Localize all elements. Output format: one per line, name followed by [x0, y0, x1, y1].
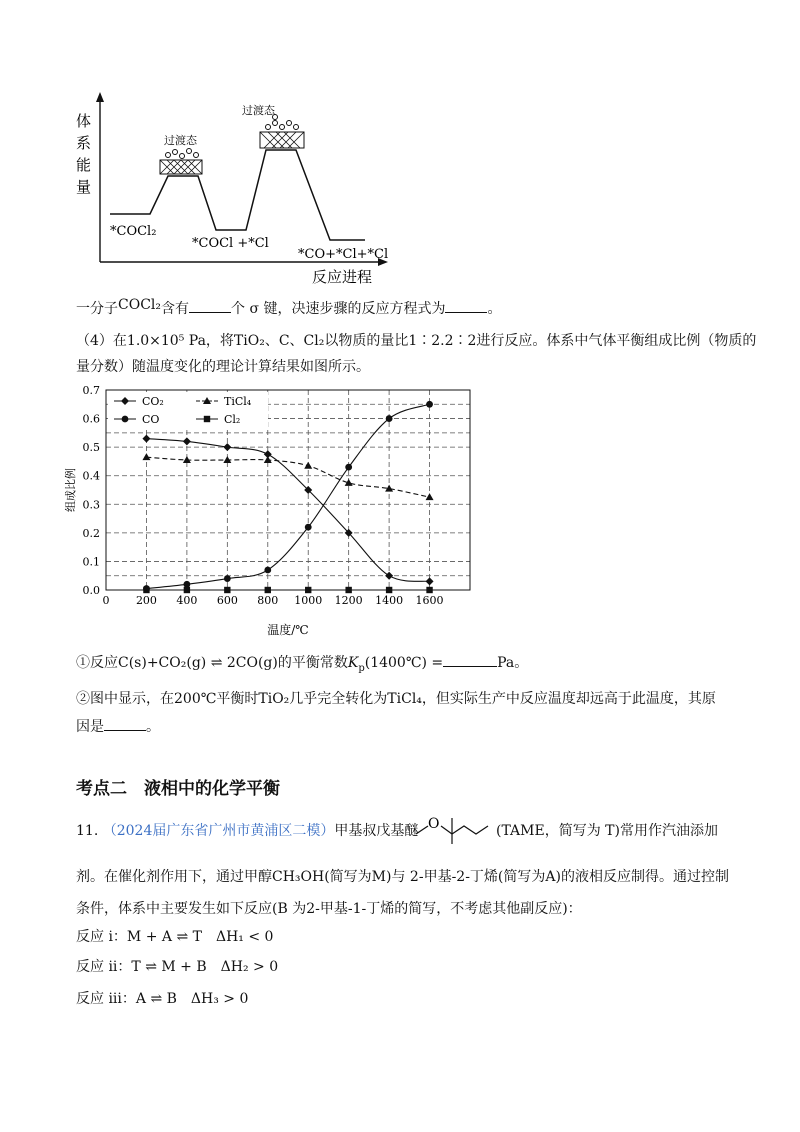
data-point-co — [183, 581, 190, 588]
q3-text-3: 个 σ 键，决速步骤的反应方程式为 — [231, 301, 446, 317]
data-point-cl — [305, 587, 311, 593]
energy-y-label-3: 能 — [76, 156, 92, 174]
reaction-3: 反应 iii：A ⇌ B ΔH₃ > 0 — [76, 991, 249, 1007]
data-point-co — [305, 524, 312, 531]
q3-blank-2[interactable] — [445, 298, 487, 313]
legend-marker-cl — [204, 416, 210, 422]
x-tick-label: 1400 — [375, 594, 404, 607]
q4-sub1-text-e: Pa。 — [497, 655, 529, 671]
x-tick-label: 0 — [102, 594, 110, 607]
legend-marker-co — [122, 416, 129, 423]
legend-label-ticl: TiCl₄ — [224, 395, 252, 408]
legend-label-co: CO₂ — [142, 395, 164, 408]
data-point-cl — [224, 587, 230, 593]
y-tick-label: 0.5 — [82, 441, 100, 455]
transition-state-2-icon — [260, 115, 304, 149]
energy-y-label-1: 体 — [76, 112, 92, 130]
data-point-co — [183, 437, 191, 445]
data-point-ticl — [142, 453, 150, 460]
data-point-co — [385, 572, 393, 580]
data-point-ticl — [264, 456, 272, 463]
data-point-ticl — [304, 462, 312, 469]
x-tick-label: 1600 — [415, 594, 444, 607]
section-title: 考点二 液相中的化学平衡 — [76, 779, 280, 799]
data-point-cl — [386, 587, 392, 593]
series-ticl — [142, 453, 433, 500]
composition-chart — [60, 378, 490, 640]
data-point-co — [264, 567, 271, 574]
data-point-cl — [345, 587, 351, 593]
data-point-co — [223, 443, 231, 451]
q11-number: 11. — [76, 823, 99, 839]
data-point-co — [224, 575, 231, 582]
level-2-label: *COCl +*Cl — [192, 236, 269, 251]
data-point-co — [345, 464, 352, 471]
data-point-ticl — [426, 493, 434, 500]
x-tick-label: 800 — [257, 594, 279, 607]
kp-answer-blank[interactable] — [443, 652, 497, 667]
tame-structure-icon — [412, 808, 494, 846]
q4-sub-2-line-2 — [76, 716, 160, 738]
q4-sub-1 — [76, 652, 528, 680]
kp-subscript: p — [358, 662, 365, 674]
data-point-cl — [184, 587, 190, 593]
chart-x-label: 温度/℃ — [267, 623, 309, 637]
legend-label-co: CO — [142, 413, 160, 426]
series-line-co — [146, 404, 429, 588]
q4-sub2-text-c: 。 — [146, 719, 160, 735]
y-tick-label: 0.1 — [82, 555, 100, 569]
data-point-co — [142, 435, 150, 443]
data-point-co — [426, 577, 434, 585]
energy-y-label-2: 系 — [76, 134, 92, 152]
q3-formula: COCl₂ — [118, 297, 161, 313]
q11-line-1 — [76, 820, 418, 842]
data-point-co — [386, 415, 393, 422]
data-point-co — [426, 401, 433, 408]
q4-line-1: （4）在1.0×10⁵ Pa，将TiO₂、C、Cl₂以物质的量比1∶2.2∶2进行反应。体系中气体平衡组成比例（物质的 — [76, 333, 757, 349]
energy-y-arrow — [96, 92, 104, 102]
q4-sub2-text-b: 因是 — [76, 719, 104, 735]
q11-intro: 甲基叔戊基醚 — [334, 823, 419, 839]
series-co — [142, 435, 433, 586]
y-tick-label: 0.0 — [82, 584, 100, 597]
y-tick-label: 0.4 — [82, 469, 100, 483]
q4-sub1-text-a: ①反应C(s)+CO₂(g) ⇌ 2CO(g)的平衡常数 — [76, 655, 348, 671]
ts1-label: 过渡态 — [164, 134, 197, 147]
transition-state-1-icon — [160, 149, 202, 175]
data-point-cl — [265, 587, 271, 593]
energy-x-label: 反应进程 — [312, 268, 373, 286]
y-tick-label: 0.6 — [82, 412, 100, 426]
reason-answer-blank[interactable] — [104, 716, 146, 731]
x-tick-label: 600 — [216, 594, 238, 607]
level-3-label: *CO+*Cl+*Cl — [298, 247, 389, 262]
reaction-2: 反应 ii：T ⇌ M + B ΔH₂ > 0 — [76, 959, 279, 975]
q11-line-3: 条件，体系中主要发生如下反应(B 为2-甲基-1-丁烯的简写，不考虑其他副反应)： — [76, 901, 582, 917]
x-tick-label: 400 — [176, 594, 198, 607]
level-1-label: *COCl₂ — [110, 224, 157, 239]
svg-text:O: O — [428, 816, 440, 832]
q3-text-1: 一分子 — [76, 301, 118, 317]
x-tick-label: 200 — [135, 594, 157, 607]
q3-text-2: 含有 — [161, 301, 189, 317]
energy-diagram — [60, 90, 400, 290]
y-tick-label: 0.7 — [82, 384, 100, 397]
y-tick-label: 0.3 — [82, 498, 100, 512]
y-tick-label: 0.2 — [82, 526, 100, 540]
energy-y-label-4: 量 — [76, 178, 92, 196]
chart-y-label: 组成比例 — [64, 468, 77, 512]
q11-line-2: 剂。在催化剂作用下，通过甲醇CH₃OH(简写为M)与 2-甲基-2-丁烯(简写为A)的液相反应制得。通过控制 — [76, 869, 729, 885]
x-tick-label: 1200 — [334, 594, 363, 607]
ts2-label: 过渡态 — [242, 104, 275, 117]
q3-blank-1[interactable] — [189, 298, 231, 313]
q4-sub1-text-d: (1400℃) = — [364, 655, 444, 671]
reaction-1: 反应 i：M + A ⇌ T ΔH₁ < 0 — [76, 929, 274, 945]
data-point-ticl — [183, 456, 191, 463]
kp-symbol: K — [347, 655, 359, 671]
q3-line — [76, 298, 501, 320]
data-point-cl — [426, 587, 432, 593]
q11-source: （2024届广东省广州市黄浦区二模） — [102, 823, 335, 839]
q4-line-2: 量分数）随温度变化的理论计算结果如图所示。 — [76, 359, 370, 375]
data-point-cl — [143, 587, 149, 593]
q3-text-4: 。 — [487, 301, 502, 317]
x-tick-label: 1000 — [294, 594, 323, 607]
legend-label-cl: Cl₂ — [224, 413, 241, 426]
series-cl — [143, 587, 433, 593]
q4-sub-2-line-1: ②图中显示，在200℃平衡时TiO₂几乎完全转化为TiCl₄，但实际生产中反应温度却远高于此温度，其原 — [76, 691, 716, 707]
q11-tail: (TAME，简写为 T)常用作汽油添加 — [496, 823, 718, 839]
